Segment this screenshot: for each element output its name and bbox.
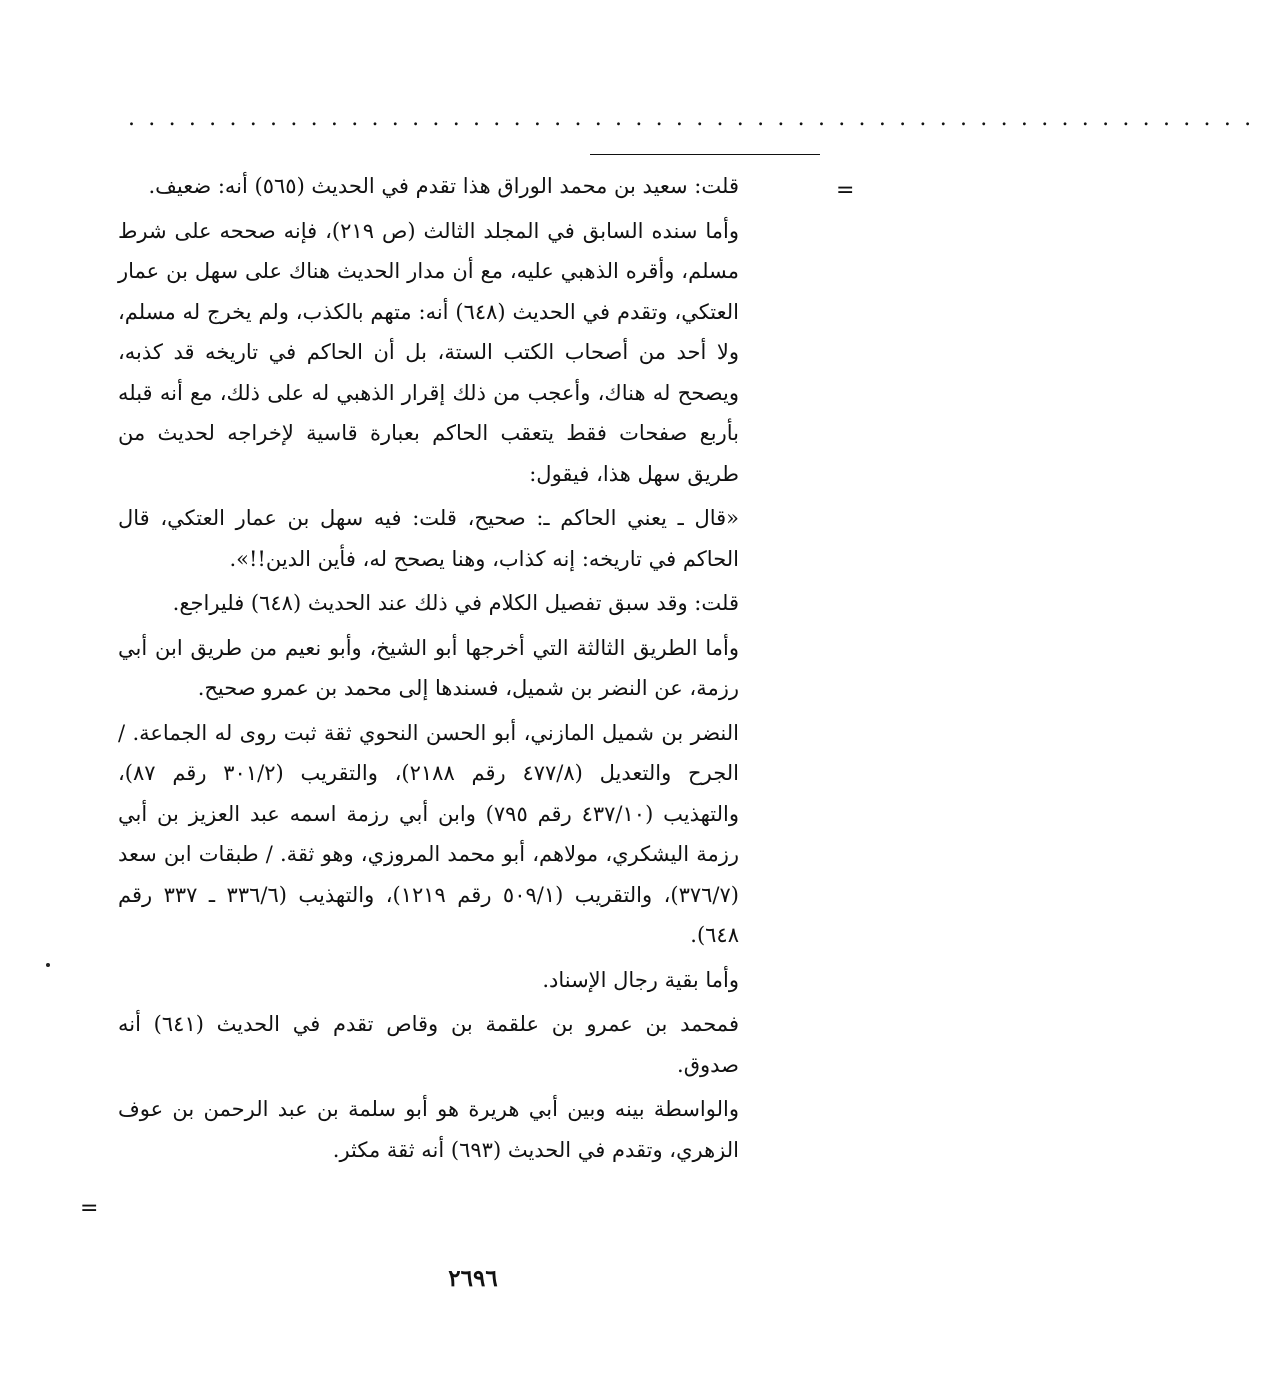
paragraph-5: وأما الطريق الثالثة التي أخرجها أبو الشيخ، وأبو نعيم من طريق ابن أبي رزمة، عن النضر بن شميل، فسندها إلى محمد بن عمرو صحيح. bbox=[118, 635, 739, 700]
header-rule bbox=[590, 154, 820, 155]
paragraph-7: وأما بقية رجال الإسناد. bbox=[542, 967, 739, 992]
paragraph-8: فمحمد بن عمرو بن علقمة بن وقاص تقدم في الحديث (٦٤١) أنه صدوق. bbox=[118, 1012, 739, 1077]
stray-ink-dot bbox=[46, 963, 50, 967]
continuation-mark-top: = bbox=[836, 178, 855, 203]
paragraph-4: قلت: وقد سبق تفصيل الكلام في ذلك عند الحديث (٦٤٨) فليراجع. bbox=[172, 591, 739, 615]
page-number: ٢٦٩٦ bbox=[448, 1265, 498, 1292]
paragraph-9: والواسطة بينه وبين أبي هريرة هو أبو سلمة بن عبد الرحمن بن عوف الزهري، وتقدم في الحديث (٦٩٣) أنه ثقة مكثر. bbox=[118, 1097, 739, 1162]
footnote-body bbox=[118, 166, 739, 1174]
paragraph-1: قلت: سعيد بن محمد الوراق هذا تقدم في الحديث (٥٦٥) أنه: ضعيف. bbox=[148, 174, 739, 198]
paragraph-3-quote: «قال ـ يعني الحاكم ـ: صحيح، قلت: فيه سهل بن عمار العتكي، قال الحاكم في تاريخه: إنه كذاب، وهنا يصحح له، فأين الدين!!». bbox=[118, 506, 739, 571]
continuation-mark-bottom: = bbox=[80, 1196, 99, 1221]
paragraph-6: النضر بن شميل المازني، أبو الحسن النحوي ثقة ثبت روى له الجماعة. / الجرح والتعديل (٤٧٧/٨ رقم ٢١٨٨)، والتقريب (٣٠١/٢ رقم ٨٧)، والتهذيب (٤٣٧/١٠ رقم ٧٩٥) وابن أبي رزمة اسمه عبد العزيز بن أبي رزمة اليشكري، مولاهم، أبو محمد المروزي، وهو ثقة. / طبقات ابن سعد (٣٧٦/٧)، والتقريب (٥٠٩/١ رقم ١٢١٩)، والتهذيب (٣٣٦/٦ ـ ٣٣٧ رقم ٦٤٨). bbox=[118, 720, 739, 947]
paragraph-2: وأما سنده السابق في المجلد الثالث (ص ٢١٩)، فإنه صححه على شرط مسلم، وأقره الذهبي عليه، مع أن مدار الحديث هناك على سهل بن عمار العتكي، وتقدم في الحديث (٦٤٨) أنه: متهم بالكذب، ولم يخرج له مسلم، ولا أحد من أصحاب الكتب الستة، بل أن الحاكم في تاريخه قد كذبه، ويصحح له هناك، وأعجب من ذلك إقرار الذهبي له على ذلك، مع أنه قبله بأربع صفحات فقط يتعقب الحاكم بعبارة قاسية لإخراجه لحديث من طريق سهل هذا، فيقول: bbox=[118, 218, 739, 486]
section-separator-dots: ........................................................ bbox=[128, 106, 1264, 131]
